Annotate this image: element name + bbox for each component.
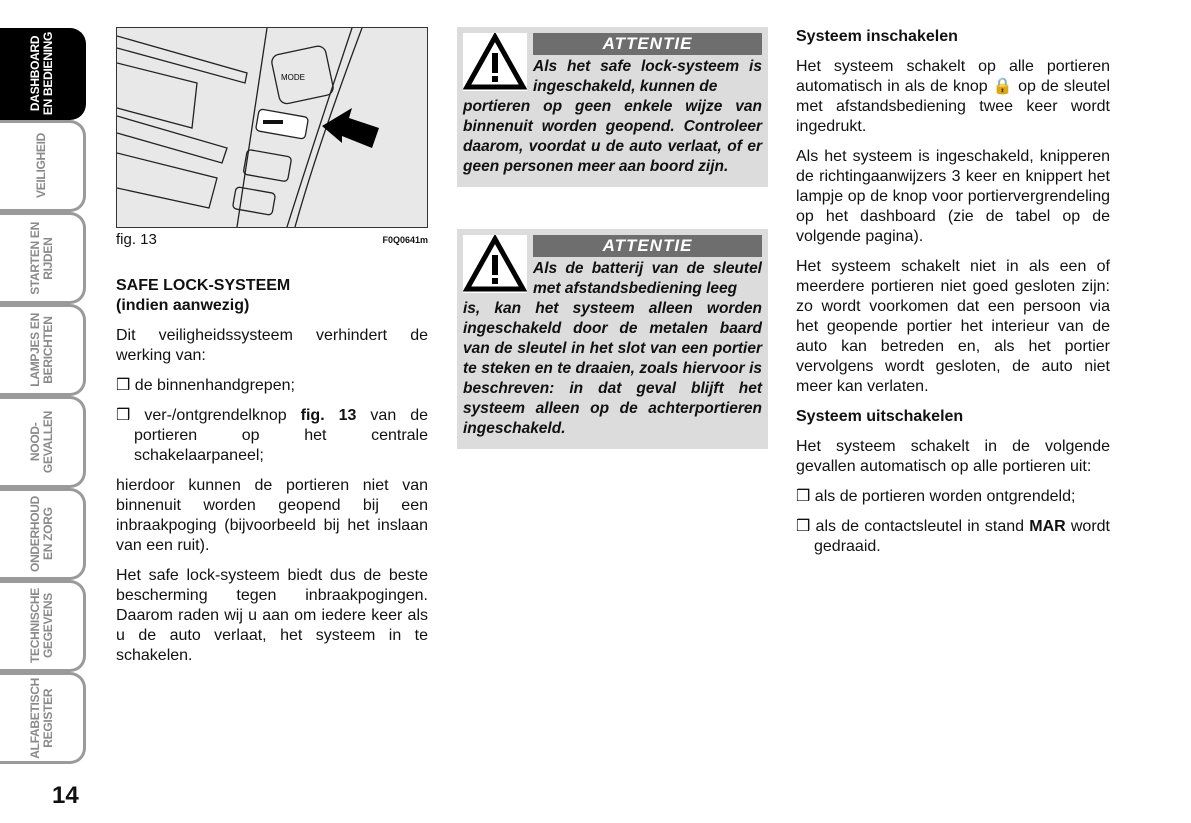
figure-dashboard-buttons	[116, 27, 428, 228]
tab-register[interactable]	[0, 672, 86, 764]
warning-box	[457, 229, 768, 449]
column-2	[457, 27, 768, 491]
paragraph	[796, 57, 1110, 137]
tab-label: STARTEN EN RIJDEN	[27, 221, 55, 295]
bullet-item	[116, 406, 428, 466]
paragraph: Het systeem schakelt in de volgende gevallen automatisch op alle portieren uit:	[796, 438, 1110, 475]
warning-triangle-icon	[463, 33, 527, 91]
warning-title: ATTENTIE	[533, 235, 762, 257]
tab-label: VEILIGHEID	[34, 133, 48, 199]
tab-onderhoud[interactable]	[0, 488, 86, 580]
lock-icon: 🔒	[992, 78, 1014, 95]
section-heading	[116, 276, 428, 316]
warning-box	[457, 27, 768, 187]
warning-text: portieren op geen enkele wijze van binnenuit worden geopend. Controleer daarom, voordat u de auto verlaat, of er geen personen meer aan boord zijn.	[463, 98, 762, 175]
paragraph: Als het systeem is ingeschakeld, knipperen de richtingaanwijzers 3 keer en knippert het lampje op de knop voor portiervergrendeling op het dashboard (zie de tabel op de volgende pagina).	[796, 148, 1110, 245]
tab-technische[interactable]	[0, 580, 86, 672]
text: op de sleutel met afstandsbediening twee keer wordt ingedrukt.	[796, 78, 1111, 135]
tab-dashboard[interactable]	[0, 28, 86, 120]
tab-label: LAMPJES EN BERICHTEN	[27, 313, 55, 387]
key-icon	[263, 120, 283, 124]
tab-label: NOOD- GEVALLEN	[27, 410, 55, 474]
text: ❒ als de contactsleutel in stand	[796, 518, 1030, 535]
column-3	[796, 27, 1110, 567]
section-tabs	[0, 28, 86, 764]
bullet-item: ❒ de binnenhandgrepen;	[116, 377, 295, 394]
heading-line-1: SAFE LOCK-SYSTEEM	[116, 277, 291, 294]
tab-label: TECHNISCHE GEGEVENS	[27, 588, 55, 664]
tab-label: ONDERHOUD EN ZORG	[27, 496, 55, 572]
bullet-item: ❒ als de portieren worden ontgrendeld;	[796, 488, 1076, 505]
paragraph: Het systeem schakelt niet in als een of meerdere portieren niet goed gesloten zijn: zo wordt voorkomen dat een persoon via het geopende portier het interieur van de auto kan betreden en, als het portier vervolgens wordt gesloten, de auto niet meer kan verlaten.	[796, 258, 1110, 395]
warning-text: Als het safe lock-systeem is ingeschakeld, kunnen de	[533, 58, 762, 95]
bullet-item	[796, 517, 1110, 557]
tab-veiligheid[interactable]	[0, 120, 86, 212]
tab-label: ALFABETISCH REGISTER	[27, 677, 55, 759]
mode-label: MODE	[281, 73, 305, 82]
intro-paragraph: Dit veiligheidssysteem verhindert de werking van:	[116, 327, 428, 364]
warning-triangle-icon	[463, 235, 527, 293]
page-number: 14	[52, 782, 79, 809]
tab-starten[interactable]	[0, 212, 86, 304]
tab-label: DASHBOARD EN BEDIENING	[27, 32, 55, 116]
key-position: MAR	[1029, 518, 1066, 535]
column-1	[116, 27, 428, 676]
text: Het systeem schakelt op alle portieren automatisch in als de knop	[796, 58, 1110, 95]
bullet-text: ❒ ver-/ontgrendelknop	[116, 407, 301, 424]
warning-text: Als de batterij van de sleutel met afstandsbediening leeg	[533, 260, 762, 297]
tab-noodgevallen[interactable]	[0, 396, 86, 488]
figure-caption: fig. 13	[116, 231, 157, 248]
bullet-text: van de portieren op het centrale schakelaarpaneel;	[134, 407, 428, 464]
figure-ref: fig. 13	[300, 407, 357, 424]
subheading: Systeem uitschakelen	[796, 408, 964, 425]
warning-title: ATTENTIE	[533, 33, 762, 55]
dashboard-illustration	[117, 28, 427, 227]
heading-line-2: (indien aanwezig)	[116, 297, 250, 314]
warning-text: is, kan het systeem alleen worden ingeschakeld door de metalen baard van de sleutel in het slot van een portier te steken en te draaien, zoals hiervoor is beschreven: in dat geval blijft het systeem alleen op de achterportieren ingeschakeld.	[463, 300, 762, 437]
paragraph: hierdoor kunnen de portieren niet van binnenuit worden geopend bij een inbraakpoging (bijvoorbeeld bij het inslaan van een ruit).	[116, 477, 428, 554]
paragraph: Het safe lock-systeem biedt dus de beste bescherming tegen inbraakpogingen. Daarom raden wij u aan om iedere keer als u de auto verlaat, het systeem in te schakelen.	[116, 567, 428, 664]
subheading: Systeem inschakelen	[796, 28, 958, 45]
text: wordt gedraaid.	[814, 518, 1110, 555]
figure-code: F0Q0641m	[382, 235, 428, 245]
tab-lampjes[interactable]	[0, 304, 86, 396]
